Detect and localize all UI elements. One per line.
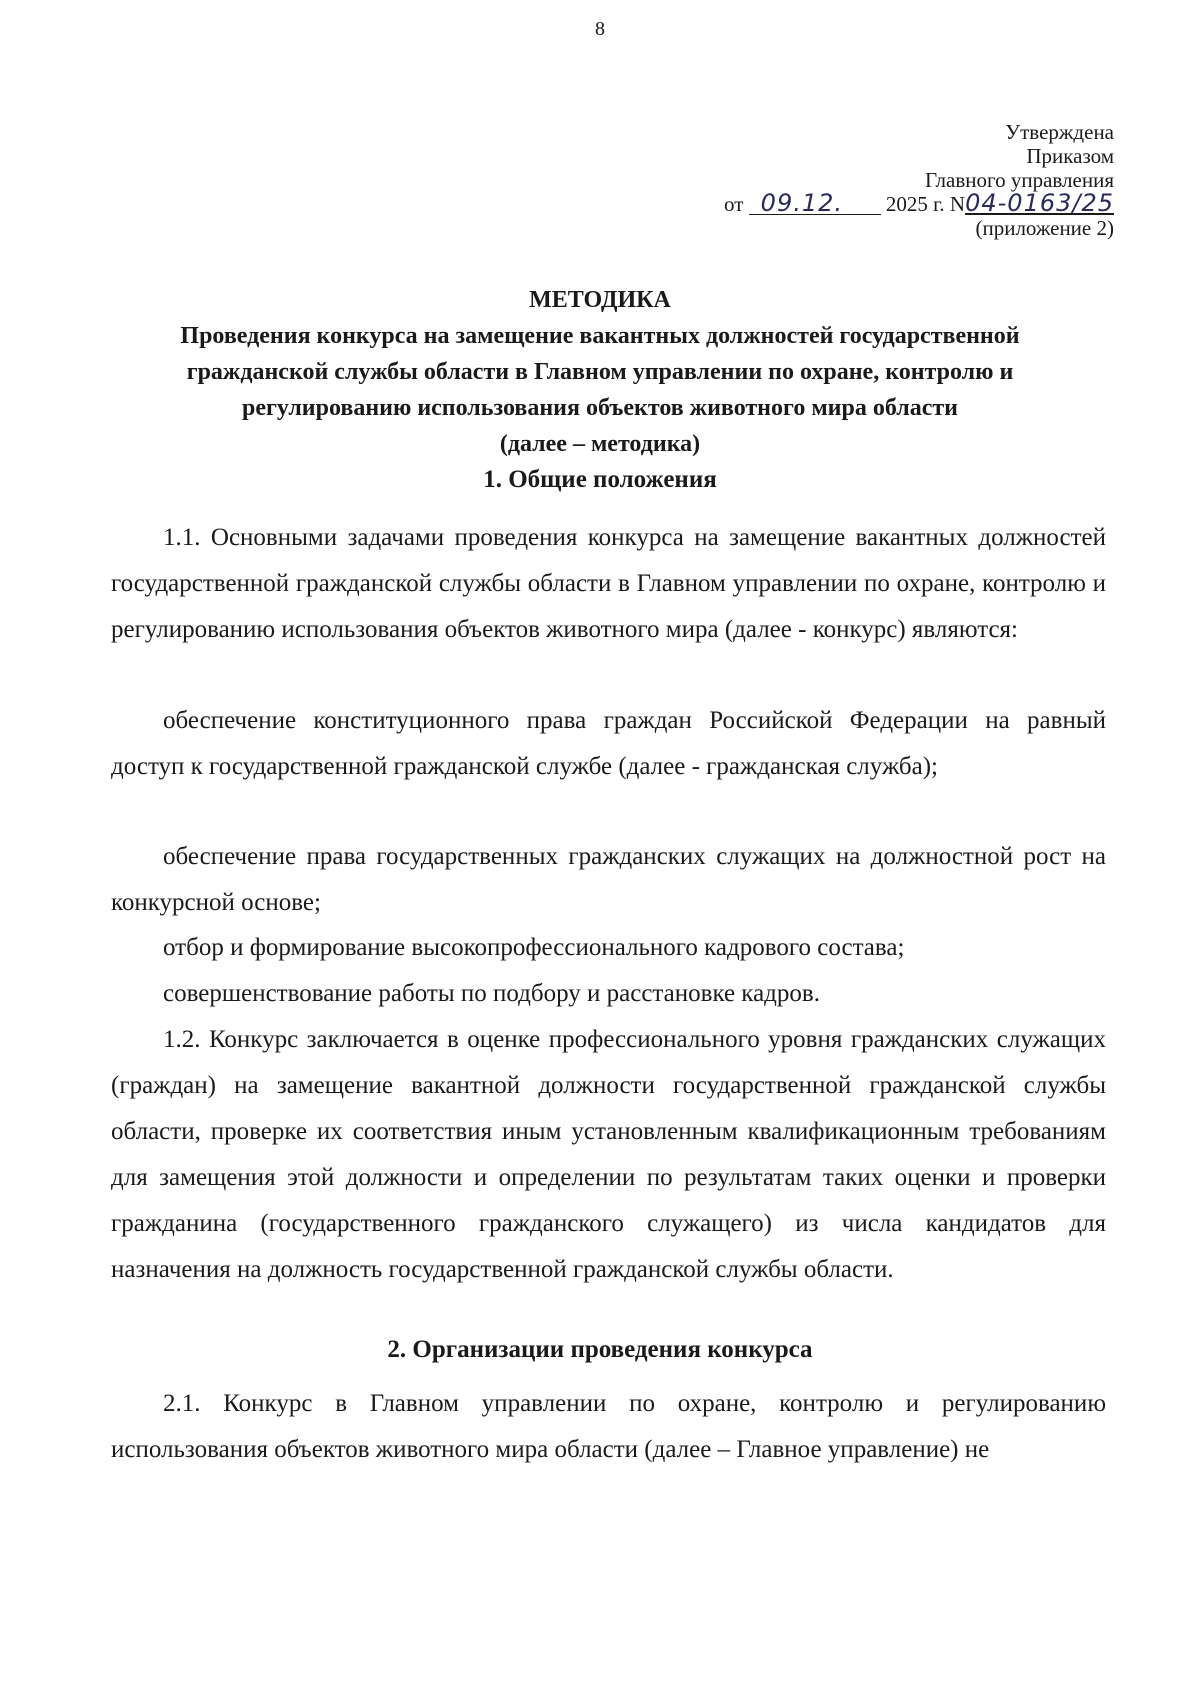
section-2-heading: 2. Организации проведения конкурса — [387, 1336, 813, 1363]
approval-year: 2025 г. N — [885, 192, 966, 216]
approval-date-row — [724, 189, 1114, 217]
approval-line-approved: Утверждена — [1005, 120, 1114, 144]
document-subtitle-line-2: гражданской службы области в Главном управлении по охране, контролю и — [186, 359, 1014, 385]
document-subtitle-line-4: (далее – методика) — [499, 431, 701, 457]
handwritten-date: 09.12. — [760, 189, 844, 217]
bullet-personnel-placement: совершенствование работы по подбору и расстановке кадров. — [163, 980, 820, 1007]
document-subtitle-line-1: Проведения конкурса на замещение вакантных должностей государственной — [180, 323, 1020, 349]
document-title-block — [100, 282, 1100, 462]
approval-attachment: (приложение 2) — [975, 216, 1114, 240]
approval-date-prefix: от — [724, 192, 744, 216]
paragraph-2-1: 2.1. Конкурс в Главном управлении по охране, контролю и регулированию использования объектов животного мира области (далее – Главное управление) не — [111, 1390, 1106, 1463]
bullet-constitutional-right: обеспечение конституционного права граждан Российской Федерации на равный доступ к государственной гражданской службе (далее - гражданская служба); — [111, 707, 1106, 780]
document-subtitle-line-3: регулированию использования объектов животного мира области — [242, 395, 958, 421]
page-number: 8 — [595, 18, 605, 40]
document-title: МЕТОДИКА — [529, 287, 671, 313]
bullet-personnel-selection: отбор и формирование высокопрофессионального кадрового состава; — [163, 934, 905, 961]
approval-line-authority: Главного управления — [925, 168, 1114, 192]
approval-line-order: Приказом — [1026, 144, 1114, 168]
paragraph-1-2: 1.2. Конкурс заключается в оценке профессионального уровня гражданских служащих (граждан) на замещение вакантной должности государственной гражданской службы области, проверке их соответствия иным установленным квалификационным требованиям для замещения этой должности и определении по результатам таких оценки и проверки гражданина (государственного гражданского служащего) из числа кандидатов для назначения на должность государственной гражданской службы области. — [111, 1026, 1106, 1283]
approval-stamp-block — [724, 120, 1114, 240]
approval-date-field — [749, 189, 881, 217]
paragraph-1-1: 1.1. Основными задачами проведения конкурса на замещение вакантных должностей государственной гражданской службы области в Главном управлении по охране, контролю и регулированию использования объектов животного мира (далее - конкурс) являются: — [111, 524, 1106, 643]
section-1-heading: 1. Общие положения — [483, 466, 717, 493]
bullet-career-growth: обеспечение права государственных гражданских служащих на должностной рост на конкурсной основе; — [111, 843, 1106, 916]
handwritten-order-number: 04-0163/25 — [965, 189, 1114, 217]
approval-number-field — [965, 189, 1114, 217]
